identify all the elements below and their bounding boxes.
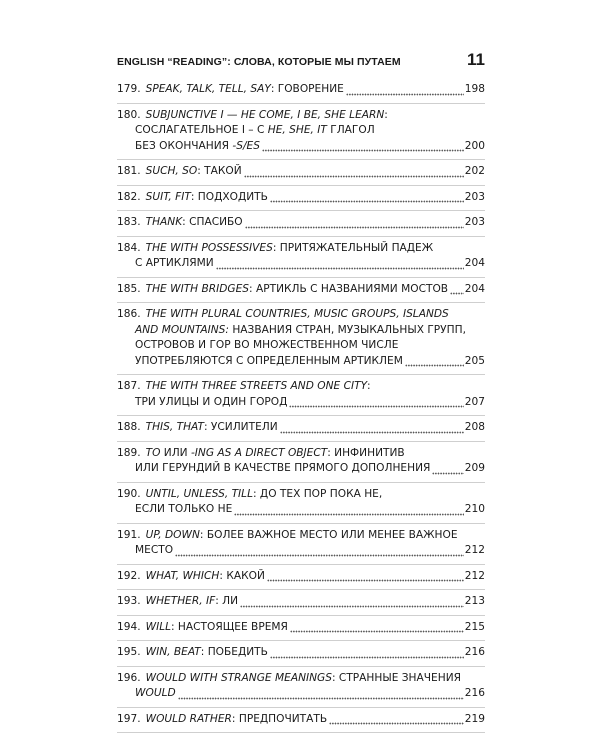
toc-entry[interactable]: [117, 667, 485, 708]
toc-entry-line: [117, 502, 485, 518]
toc-entry-title: [117, 123, 375, 139]
toc-russian-text: : ИНФИНИТИВ: [327, 446, 405, 459]
toc-russian-text: БЕЗ ОКОНЧАНИЯ: [135, 139, 233, 152]
toc-entry-line: [117, 395, 485, 411]
dot-leader: [280, 422, 464, 434]
toc-english-term: WHETHER, IF: [145, 595, 216, 607]
toc-entry[interactable]: [117, 160, 485, 186]
toc-russian-text: МЕСТО: [135, 544, 174, 556]
toc-entry-title: [117, 190, 268, 206]
toc-entry-title: [117, 139, 260, 155]
toc-english-term: WOULD RATHER: [145, 712, 232, 725]
toc-russian-text: УПОТРЕБЛЯЮТСЯ С ОПРЕДЕЛЕННЫМ АРТИКЛЕМ: [135, 354, 403, 367]
toc-entry-line: [117, 379, 485, 395]
toc-entry-line: [117, 164, 485, 180]
toc-english-term: -S/ES: [232, 139, 260, 152]
page-number: 11: [467, 50, 485, 69]
toc-english-term: THANK: [145, 216, 183, 228]
toc-entry-line: [117, 686, 485, 702]
toc-entry[interactable]: [117, 237, 485, 278]
toc-russian-text: : ЛИ: [215, 595, 239, 607]
toc-entry-title: [117, 379, 371, 395]
toc-russian-text: ОСТРОВОВ И ГОР ВО МНОЖЕСТВЕННОМ ЧИСЛЕ: [135, 339, 399, 351]
toc-entry-title: [117, 543, 173, 559]
toc-russian-text: : ПРЕДПОЧИТАТЬ: [231, 712, 328, 725]
toc-entry-page: 207: [464, 395, 485, 408]
toc-russian-text: ИЛИ ГЕРУНДИЙ В КАЧЕСТВЕ ПРЯМОГО ДОПОЛНЕНИЯ: [135, 462, 431, 474]
toc-entry-number: 187.: [117, 380, 141, 392]
toc-entry[interactable]: [117, 186, 485, 212]
toc-english-term: THIS, THAT: [145, 421, 204, 433]
toc-entry-number: 189.: [117, 446, 141, 459]
toc-russian-text: СОСЛАГАТЕЛЬНОЕ I – С: [135, 124, 268, 136]
toc-russian-text: : ПОБЕДИТЬ: [200, 646, 268, 658]
toc-entry-line: [117, 139, 485, 155]
toc-english-term: UNTIL, UNLESS, TILL: [145, 487, 253, 500]
toc-english-term: HE, SHE, IT: [267, 124, 327, 136]
toc-russian-text: : СТРАННЫЕ ЗНАЧЕНИЯ: [331, 671, 461, 684]
toc-entry-line: [117, 256, 485, 272]
toc-entry-line: [117, 420, 485, 436]
dot-leader: [290, 621, 464, 633]
toc-russian-text: ГЛАГОЛ: [326, 124, 375, 136]
toc-entry-title: [117, 307, 449, 323]
toc-entry-title: [117, 645, 268, 661]
dot-leader: [432, 463, 463, 475]
toc-entry-page: 203: [464, 216, 485, 228]
toc-entry-page: 209: [464, 462, 485, 474]
toc-entry-page: 216: [464, 646, 485, 658]
toc-entry-line: [117, 282, 485, 298]
toc-russian-text: : КАКОЙ: [219, 569, 265, 582]
toc-entry-page: 212: [464, 569, 485, 582]
toc-entry-line: [117, 487, 485, 503]
toc-english-term: AND MOUNTAINS:: [135, 323, 229, 336]
toc-entry[interactable]: [117, 375, 485, 416]
toc-entry-line: [117, 620, 485, 636]
toc-entry[interactable]: [117, 524, 485, 565]
toc-english-term: THE WITH BRIDGES: [145, 282, 250, 295]
toc-entry-number: 193.: [117, 595, 141, 607]
toc-entry-line: [117, 108, 485, 124]
toc-entry-page: 212: [464, 544, 485, 556]
dot-leader: [346, 84, 464, 96]
toc-entry-line: [117, 323, 485, 339]
dot-leader: [240, 596, 464, 608]
toc-russian-text: : СПАСИБО: [182, 216, 243, 228]
toc-russian-text: : ДО ТЕХ ПОР ПОКА НЕ,: [253, 487, 383, 500]
toc-entry[interactable]: [117, 416, 485, 442]
table-of-contents: [117, 78, 485, 733]
toc-english-term: THE WITH POSSESSIVES: [145, 241, 273, 254]
toc-entry-line: [117, 123, 485, 139]
toc-entry-number: 194.: [117, 620, 141, 633]
toc-entry[interactable]: [117, 104, 485, 161]
toc-english-term: WIN, BEAT: [145, 646, 201, 658]
toc-entry[interactable]: [117, 708, 485, 734]
toc-entry[interactable]: [117, 590, 485, 616]
toc-entry-page: 204: [464, 257, 485, 269]
dot-leader: [270, 647, 464, 659]
toc-entry-number: 188.: [117, 421, 141, 433]
toc-entry-title: [117, 620, 288, 636]
toc-entry-page: 200: [464, 139, 485, 152]
toc-entry-title: [117, 686, 176, 702]
running-header-title: ENGLISH “READING”: СЛОВА, КОТОРЫЕ МЫ ПУТАЕМ: [117, 56, 401, 68]
toc-entry-page: 219: [464, 712, 485, 725]
toc-russian-text: :: [367, 380, 371, 392]
toc-entry-line: [117, 461, 485, 477]
toc-entry-title: [117, 671, 461, 687]
toc-entry-page: 210: [464, 503, 485, 515]
toc-entry-page: 204: [464, 282, 485, 295]
dot-leader: [178, 688, 464, 700]
toc-entry-page: 205: [464, 354, 485, 367]
toc-russian-text: : ПОДХОДИТЬ: [190, 190, 268, 203]
toc-entry-title: [117, 323, 466, 339]
toc-russian-text: : УСИЛИТЕЛИ: [204, 421, 278, 433]
toc-entry-title: [117, 338, 398, 354]
toc-english-term: TO: [145, 446, 161, 459]
toc-entry-title: [117, 712, 327, 728]
toc-entry-number: 184.: [117, 241, 141, 254]
toc-entry-line: [117, 215, 485, 231]
toc-entry-number: 186.: [117, 308, 141, 320]
toc-russian-text: : АРТИКЛЬ С НАЗВАНИЯМИ МОСТОВ: [249, 282, 449, 295]
dot-leader: [270, 191, 464, 203]
toc-entry-title: [117, 461, 430, 477]
toc-entry-title: [117, 446, 405, 462]
toc-entry-page: 215: [464, 620, 485, 633]
toc-russian-text: НАЗВАНИЯ СТРАН, МУЗЫКАЛЬНЫХ ГРУПП,: [228, 323, 466, 336]
dot-leader: [289, 396, 463, 408]
toc-entry[interactable]: [117, 616, 485, 642]
toc-entry-title: [117, 282, 448, 298]
toc-entry-line: [117, 528, 485, 544]
toc-entry[interactable]: [117, 303, 485, 375]
dot-leader: [175, 545, 464, 557]
toc-english-term: UP, DOWN: [145, 528, 200, 541]
dot-leader: [262, 140, 464, 152]
toc-english-term: SUBJUNCTIVE I — HE COME, I BE, SHE LEARN: [145, 108, 385, 121]
toc-entry-line: [117, 307, 485, 323]
toc-english-term: SUCH, SO: [145, 165, 198, 177]
dot-leader: [267, 570, 464, 582]
dot-leader: [245, 217, 464, 229]
toc-entry-title: [117, 420, 278, 436]
toc-russian-text: ИЛИ: [160, 446, 191, 459]
toc-english-term: WILL: [145, 620, 171, 633]
toc-entry[interactable]: [117, 442, 485, 483]
toc-entry-number: 180.: [117, 108, 141, 121]
toc-english-term: WHAT, WHICH: [145, 569, 220, 582]
toc-entry-line: [117, 594, 485, 610]
toc-entry-page: 202: [464, 165, 485, 177]
dot-leader: [244, 166, 464, 178]
toc-entry-title: [117, 354, 403, 370]
toc-entry-line: [117, 543, 485, 559]
toc-entry-number: 185.: [117, 282, 141, 295]
dot-leader: [405, 355, 464, 367]
toc-english-term: WOULD WITH STRANGE MEANINGS: [145, 671, 332, 684]
toc-entry-title: [117, 528, 458, 544]
toc-entry-page: 208: [464, 421, 485, 433]
toc-entry-page: 213: [464, 595, 485, 607]
toc-entry-line: [117, 671, 485, 687]
toc-entry-line: [117, 190, 485, 206]
toc-entry[interactable]: [117, 641, 485, 667]
toc-russian-text: ЕСЛИ ТОЛЬКО НЕ: [135, 503, 233, 515]
toc-english-term: SUIT, FIT: [145, 190, 191, 203]
running-header: [117, 50, 485, 74]
toc-entry[interactable]: [117, 278, 485, 304]
toc-entry-page: 216: [464, 687, 485, 699]
toc-entry-line: [117, 338, 485, 354]
toc-entry-title: [117, 569, 265, 585]
toc-russian-text: С АРТИКЛЯМИ: [135, 257, 214, 269]
dot-leader: [329, 713, 464, 725]
toc-entry-line: [117, 645, 485, 661]
dot-leader: [234, 504, 463, 516]
toc-entry-number: 181.: [117, 165, 141, 177]
toc-entry-number: 183.: [117, 216, 141, 228]
toc-russian-text: : ТАКОЙ: [197, 165, 242, 177]
toc-entry-title: [117, 256, 214, 272]
toc-entry[interactable]: [117, 78, 485, 104]
toc-entry-number: 195.: [117, 646, 141, 658]
toc-english-term: -ING AS A DIRECT OBJECT: [190, 446, 328, 459]
toc-entry-title: [117, 241, 433, 257]
toc-entry-number: 191.: [117, 528, 141, 541]
toc-russian-text: : ГОВОРЕНИЕ: [270, 83, 344, 95]
toc-entry[interactable]: [117, 483, 485, 524]
toc-entry-line: [117, 446, 485, 462]
toc-entry-number: 196.: [117, 671, 141, 684]
toc-entry-line: [117, 712, 485, 728]
toc-entry-title: [117, 395, 287, 411]
toc-entry-number: 182.: [117, 190, 141, 203]
toc-russian-text: :: [384, 108, 388, 121]
toc-entry-line: [117, 82, 485, 98]
toc-entry-title: [117, 594, 238, 610]
toc-entry-title: [117, 82, 344, 98]
toc-entry-page: 203: [464, 190, 485, 203]
toc-entry-title: [117, 502, 232, 518]
toc-russian-text: : БОЛЕЕ ВАЖНОЕ МЕСТО ИЛИ МЕНЕЕ ВАЖНОЕ: [199, 528, 458, 541]
toc-entry-line: [117, 241, 485, 257]
toc-entry-title: [117, 215, 243, 231]
dot-leader: [450, 283, 464, 295]
toc-entry-line: [117, 354, 485, 370]
toc-english-term: SPEAK, TALK, TELL, SAY: [145, 83, 271, 95]
toc-english-term: THE WITH PLURAL COUNTRIES, MUSIC GROUPS, ISLANDS: [145, 308, 449, 320]
toc-russian-text: ТРИ УЛИЦЫ И ОДИН ГОРОД: [135, 395, 288, 408]
toc-entry-page: 198: [464, 83, 485, 95]
toc-entry-number: 179.: [117, 83, 141, 95]
toc-russian-text: : ПРИТЯЖАТЕЛЬНЫЙ ПАДЕЖ: [272, 241, 434, 254]
toc-entry-number: 190.: [117, 487, 141, 500]
toc-entry-title: [117, 108, 388, 124]
toc-entry-title: [117, 164, 242, 180]
toc-entry-title: [117, 487, 382, 503]
toc-entry[interactable]: [117, 565, 485, 591]
toc-english-term: WOULD: [135, 687, 176, 699]
toc-entry-number: 192.: [117, 569, 141, 582]
toc-entry[interactable]: [117, 211, 485, 237]
toc-entry-number: 197.: [117, 712, 141, 725]
toc-russian-text: : НАСТОЯЩЕЕ ВРЕМЯ: [171, 620, 288, 633]
toc-english-term: THE WITH THREE STREETS AND ONE CITY: [145, 380, 368, 392]
toc-entry-line: [117, 569, 485, 585]
dot-leader: [216, 258, 464, 270]
